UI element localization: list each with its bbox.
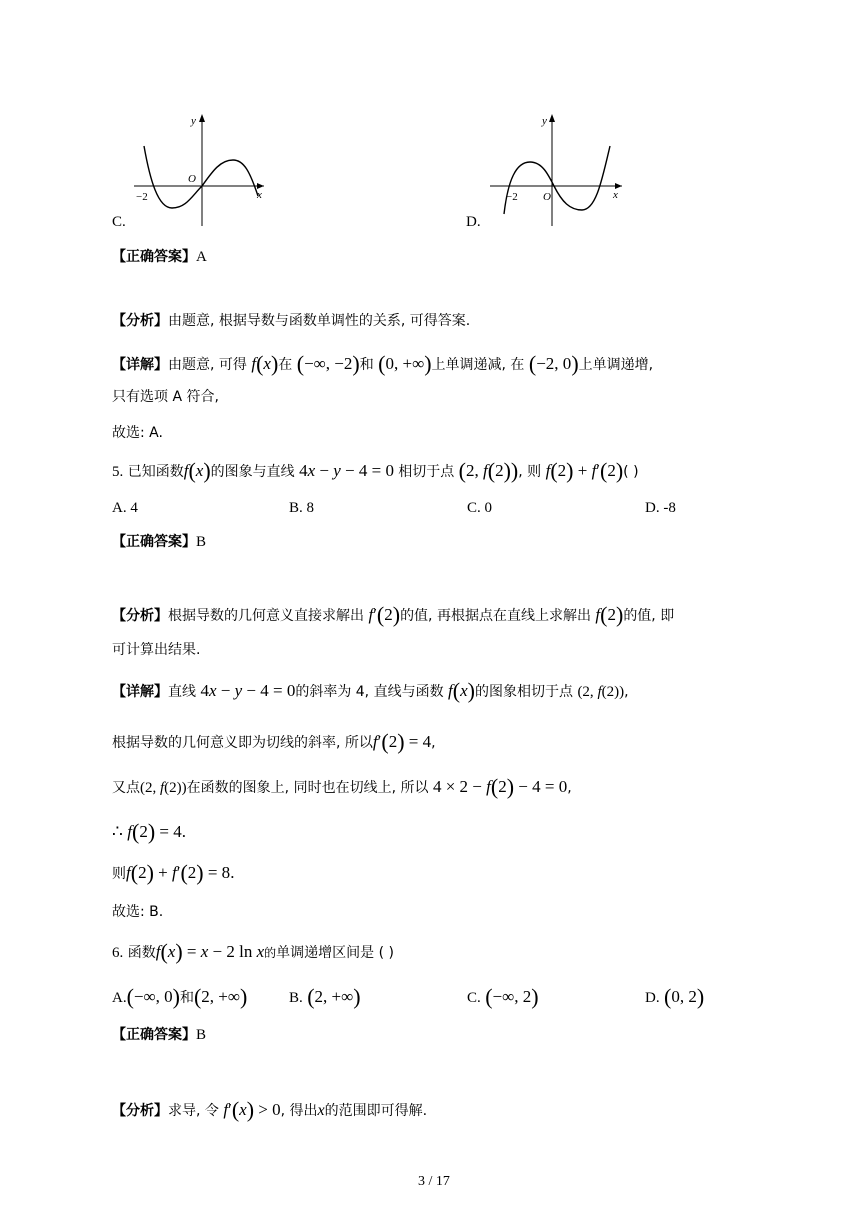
q6-number: 6. <box>112 945 124 961</box>
curve <box>144 146 258 208</box>
q5-analysis-line2: 可计算出结果. <box>112 642 201 658</box>
graph-c-svg <box>130 110 280 230</box>
detail-tag: 【详解】 <box>112 357 168 373</box>
y-axis-arrow <box>199 114 205 122</box>
q6-option-b: B. (2, +∞) <box>289 984 361 1009</box>
option-d-label: D. <box>466 214 481 230</box>
q5-answer <box>112 533 206 551</box>
q5-option-c: C. 0 <box>467 500 493 516</box>
x-label: x <box>613 189 618 201</box>
q6-option-a: A.(−∞, 0)和(2, +∞) <box>112 984 248 1009</box>
q5-detail-line5: 则f(2) + f′(2) = 8. <box>112 860 235 885</box>
q5-analysis-line1: 【分析】根据导数的几何意义直接求解出 f′(2)的值, 再根据点在直线上求解出 f(2)的值, 即 <box>112 602 675 627</box>
q5-option-a: A. 4 <box>112 500 138 516</box>
q6-stem: 6. 函数f(x) = x − 2 ln x的单调递增区间是 ( ) <box>112 939 394 964</box>
answer-value: B <box>196 1027 207 1043</box>
origin-label: O <box>543 191 551 203</box>
answer-tag: 【正确答案】 <box>112 1027 196 1043</box>
answer-value: A <box>196 249 207 265</box>
y-axis-arrow <box>549 114 555 122</box>
graph-d-svg <box>488 110 638 230</box>
graph-c <box>130 110 280 230</box>
q6-answer <box>112 1026 206 1044</box>
q4-detail-line3: 故选: A. <box>112 425 163 441</box>
q5-option-b: B. 8 <box>289 500 315 516</box>
answer-tag: 【正确答案】 <box>112 249 196 265</box>
y-label: y <box>542 115 547 127</box>
q4-answer <box>112 248 207 266</box>
tick-label: −2 <box>506 191 518 203</box>
q5-detail-line4: ∴ f(2) = 4. <box>112 819 187 844</box>
analysis-tag: 【分析】 <box>112 1103 168 1119</box>
detail-tag: 【详解】 <box>112 684 168 700</box>
q4-detail-line2: 只有选项 A 符合, <box>112 389 219 405</box>
answer-tag: 【正确答案】 <box>112 534 196 550</box>
q5-stem: 5. 已知函数f(x)的图象与直线 4x − y − 4 = 0 相切于点 (2, f(2)), 则 f(2) + f′(2)( ) <box>112 458 639 483</box>
analysis-text: 由题意, 根据导数与函数单调性的关系, 可得答案. <box>168 313 471 329</box>
graph-d <box>488 110 638 230</box>
q5-detail-line1: 【详解】直线 4x − y − 4 = 0的斜率为 4, 直线与函数 f(x)的图象相切于点 (2, f(2)), <box>112 678 629 703</box>
option-c-label: C. <box>112 214 126 230</box>
answer-value: B <box>196 534 207 550</box>
q6-option-c: C. (−∞, 2) <box>467 984 539 1009</box>
origin-label: O <box>188 173 196 185</box>
analysis-tag: 【分析】 <box>112 608 168 624</box>
q4-detail-line1: 【详解】由题意, 可得 f(x)在 (−∞, −2)和 (0, +∞)上单调递减, 在 (−2, 0)上单调递增, <box>112 351 654 376</box>
q5-detail-line3: 又点(2, f(2))在函数的图象上, 同时也在切线上, 所以 4 × 2 − f(2) − 4 = 0, <box>112 774 572 799</box>
q6-analysis: 【分析】求导, 令 f′(x) > 0, 得出x的范围即可得解. <box>112 1097 428 1122</box>
x-label: x <box>257 189 262 201</box>
tick-label: −2 <box>136 191 148 203</box>
curve <box>504 146 610 214</box>
q5-number: 5. <box>112 464 124 480</box>
y-label: y <box>191 115 196 127</box>
q6-option-d: D. (0, 2) <box>645 984 705 1009</box>
q5-detail-line2: 根据导数的几何意义即为切线的斜率, 所以f′(2) = 4, <box>112 729 436 754</box>
page-number: 3 / 17 <box>418 1174 450 1189</box>
q5-detail-line6: 故选: B. <box>112 904 164 920</box>
q4-analysis <box>112 312 470 330</box>
analysis-tag: 【分析】 <box>112 313 168 329</box>
q5-option-d: D. -8 <box>645 500 676 516</box>
